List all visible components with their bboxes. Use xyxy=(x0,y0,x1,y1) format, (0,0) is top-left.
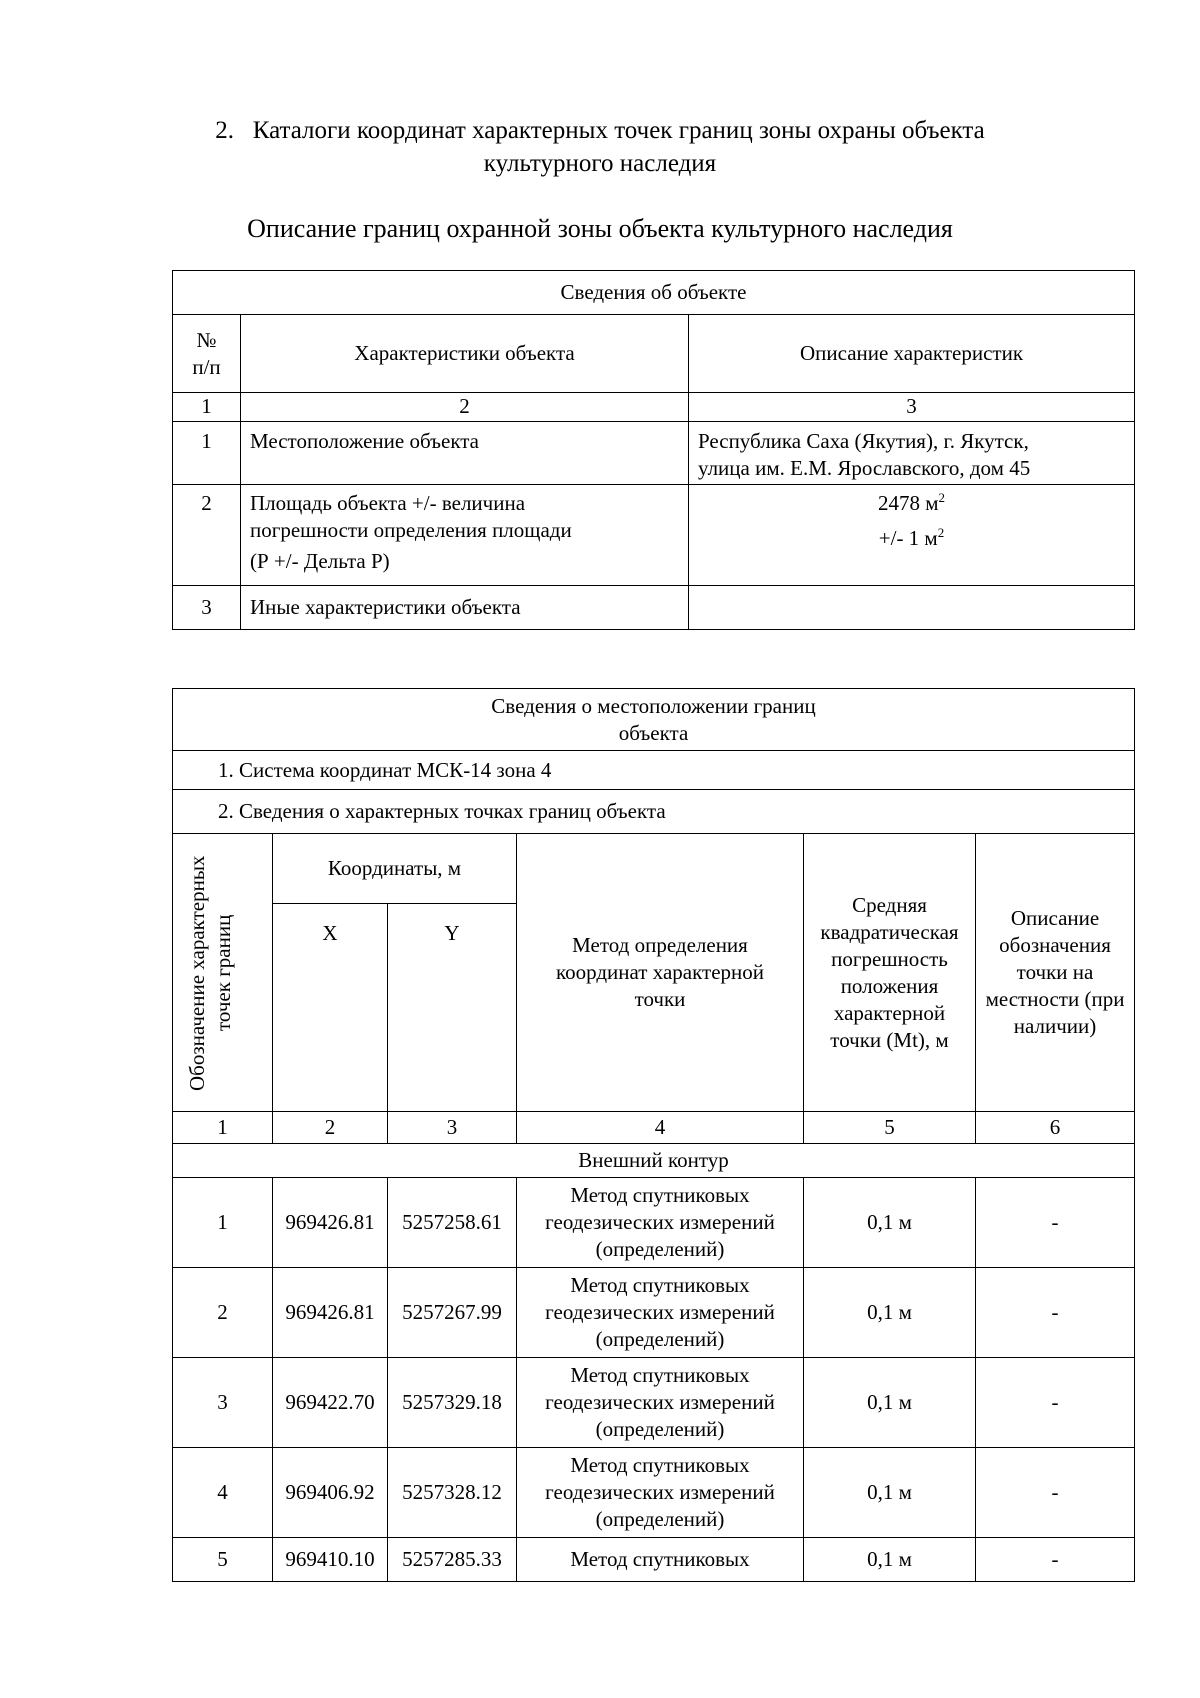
row-value xyxy=(689,422,1135,485)
index-cell: 1 xyxy=(173,393,241,422)
col-num-label-2: п/п xyxy=(192,354,221,379)
subtitle: Описание границ охранной зоны объекта культурного наследия xyxy=(247,214,953,243)
index-cell: 2 xyxy=(241,393,689,422)
col-method-header: Метод определения координат характерной точки xyxy=(517,834,804,1112)
method-line2: геодезических измерений xyxy=(545,1300,775,1324)
method-line3: (определений) xyxy=(595,1507,725,1531)
point-number: 4 xyxy=(173,1448,273,1538)
method-line2: геодезических измерений xyxy=(545,1210,775,1234)
point-error: 0,1 м xyxy=(804,1268,976,1358)
point-x: 969406.92 xyxy=(273,1448,388,1538)
point-x: 969426.81 xyxy=(273,1178,388,1268)
row-name: Местоположение объекта xyxy=(241,422,689,485)
method-line3: (определений) xyxy=(595,1417,725,1441)
point-method xyxy=(517,1448,804,1538)
point-x: 969426.81 xyxy=(273,1268,388,1358)
row-value xyxy=(689,586,1135,630)
area-name-line2: погрешности определения площади xyxy=(250,518,572,542)
row-value xyxy=(689,485,1135,586)
row-num: 1 xyxy=(173,422,241,485)
points-header-line2: объекта xyxy=(618,720,689,745)
area-tolerance: +/- 1 $м^2$ xyxy=(878,525,945,550)
index-row xyxy=(173,1112,1135,1144)
contour-row xyxy=(173,1144,1135,1178)
point-y: 5257285.33 xyxy=(388,1538,517,1582)
col-x-header: X xyxy=(273,904,388,1112)
point-error: 0,1 м xyxy=(804,1538,976,1582)
method-line1: Метод спутниковых xyxy=(570,1453,750,1477)
point-y: 5257258.61 xyxy=(388,1178,517,1268)
points-header-line1: Сведения о местоположении границ xyxy=(491,693,816,718)
point-error: 0,1 м xyxy=(804,1448,976,1538)
table-row xyxy=(173,422,1135,485)
row-name: Иные характеристики объекта xyxy=(241,586,689,630)
point-number: 5 xyxy=(173,1538,273,1582)
point-error: 0,1 м xyxy=(804,1358,976,1448)
point-desc: - xyxy=(976,1448,1135,1538)
col-num-header xyxy=(173,315,241,393)
point-x: 969410.10 xyxy=(273,1538,388,1582)
row-num: 2 xyxy=(173,485,241,586)
row-num: 3 xyxy=(173,586,241,630)
area-name-line3: (Р +/- Дельта Р) xyxy=(250,549,390,573)
index-cell: 2 xyxy=(273,1112,388,1144)
table-row xyxy=(173,1178,1135,1268)
col-num-label: № xyxy=(196,327,217,352)
point-method: Метод спутниковых xyxy=(517,1538,804,1582)
section-title-line1: 2. Каталоги координат характерных точек границ зоны охраны объекта xyxy=(215,117,985,144)
area-name-line1: Площадь объекта +/- величина xyxy=(250,491,526,515)
index-cell: 6 xyxy=(976,1112,1135,1144)
point-method xyxy=(517,1178,804,1268)
table-header-row xyxy=(173,689,1135,751)
col-desc-header: Описание характеристик xyxy=(689,315,1135,393)
point-error: 0,1 м xyxy=(804,1178,976,1268)
table-row xyxy=(173,586,1135,630)
point-desc: - xyxy=(976,1178,1135,1268)
index-cell: 4 xyxy=(517,1112,804,1144)
point-desc: - xyxy=(976,1358,1135,1448)
section-title-line2: культурного наследия xyxy=(483,150,717,177)
method-line1: Метод спутниковых xyxy=(570,1183,750,1207)
location-line1: Республика Саха (Якутия), г. Якутск, xyxy=(698,429,1029,453)
index-cell: 3 xyxy=(388,1112,517,1144)
point-designation-label: Обозначение характерных точек границ xyxy=(184,854,235,1091)
point-y: 5257267.99 xyxy=(388,1268,517,1358)
table-row xyxy=(173,1358,1135,1448)
point-method xyxy=(517,1268,804,1358)
object-info-table xyxy=(172,270,1135,630)
method-line2: геодезических измерений xyxy=(545,1480,775,1504)
method-line3: (определений) xyxy=(595,1237,725,1261)
point-y: 5257328.12 xyxy=(388,1448,517,1538)
col-coords-header: Координаты, м xyxy=(273,834,517,904)
method-line2: геодезических измерений xyxy=(545,1390,775,1414)
col-desc-header: Описание обозначения точки на местности (при наличии) xyxy=(976,834,1135,1112)
point-x: 969422.70 xyxy=(273,1358,388,1448)
method-line3: (определений) xyxy=(595,1327,725,1351)
index-cell: 3 xyxy=(689,393,1135,422)
index-row xyxy=(173,393,1135,422)
coord-system-row xyxy=(173,751,1135,790)
column-header-row xyxy=(173,834,1135,904)
row-name xyxy=(241,485,689,586)
table-header-row xyxy=(173,271,1135,315)
col-y-header: Y xyxy=(388,904,517,1112)
point-y: 5257329.18 xyxy=(388,1358,517,1448)
point-desc: - xyxy=(976,1538,1135,1582)
points-table-header xyxy=(173,689,1135,751)
point-method xyxy=(517,1358,804,1448)
col-error-header: Средняя квадратическая погрешность положения характерной точки (Mt), м xyxy=(804,834,976,1112)
boundary-points-table xyxy=(172,688,1135,1582)
point-desc: - xyxy=(976,1268,1135,1358)
coord-system: 1. Система координат МСК-14 зона 4 xyxy=(173,751,1135,790)
point-number: 3 xyxy=(173,1358,273,1448)
method-line1: Метод спутниковых xyxy=(570,1273,750,1297)
point-number: 1 xyxy=(173,1178,273,1268)
section-title xyxy=(0,114,1200,180)
table-row xyxy=(173,485,1135,586)
point-number: 2 xyxy=(173,1268,273,1358)
col-point-designation-header xyxy=(173,834,273,1112)
area-value: 2478 $м^2$ xyxy=(877,490,946,515)
col-char-header: Характеристики объекта xyxy=(241,315,689,393)
table-row xyxy=(173,1538,1135,1582)
object-table-header: Сведения об объекте xyxy=(173,271,1135,315)
method-line1: Метод спутниковых xyxy=(570,1363,750,1387)
contour-label: Внешний контур xyxy=(173,1144,1135,1178)
index-cell: 1 xyxy=(173,1112,273,1144)
table-row xyxy=(173,1268,1135,1358)
index-cell: 5 xyxy=(804,1112,976,1144)
column-header-row xyxy=(173,315,1135,393)
points-info: 2. Сведения о характерных точках границ объекта xyxy=(173,790,1135,834)
location-line2: улица им. Е.М. Ярославского, дом 45 xyxy=(698,456,1031,480)
table-row xyxy=(173,1448,1135,1538)
points-info-row xyxy=(173,790,1135,834)
